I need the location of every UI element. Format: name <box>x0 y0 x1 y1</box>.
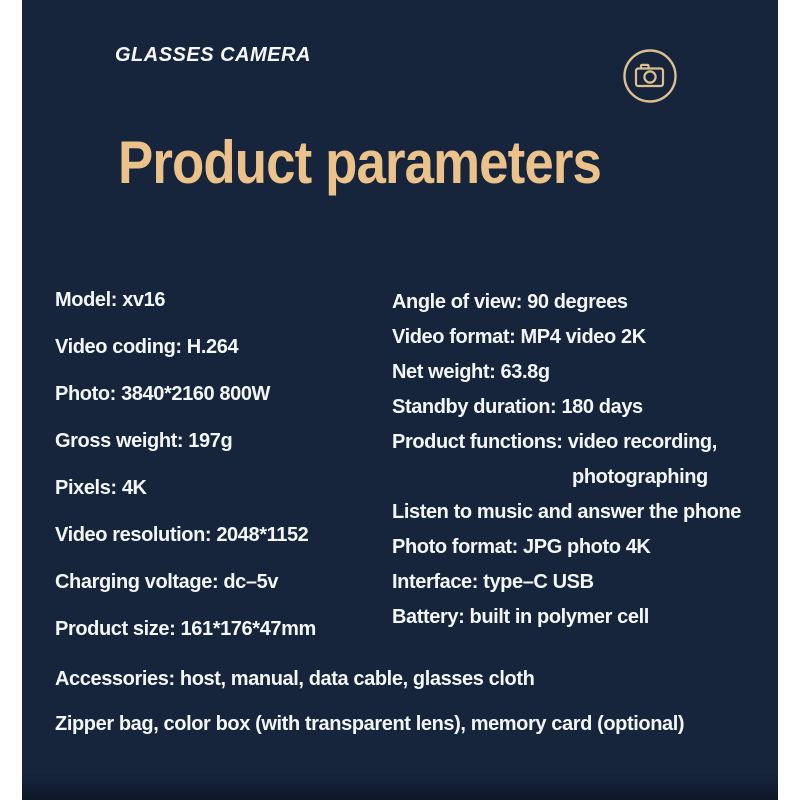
spec-line: Interface: type–C USB <box>392 571 594 593</box>
spec-column-left <box>55 277 316 653</box>
spec-line: Model: xv16 <box>55 289 166 311</box>
spec-line: Photo: 3840*2160 800W <box>55 383 271 405</box>
spec-line: Video format: MP4 video 2K <box>392 326 646 348</box>
spec-line: Angle of view: 90 degrees <box>392 291 628 313</box>
spec-line: Net weight: 63.8g <box>392 361 550 383</box>
spec-line: Accessories: host, manual, data cable, glasses cloth <box>55 668 535 690</box>
spec-line: Product size: 161*176*47mm <box>55 618 316 640</box>
spec-line: photographing <box>572 466 708 488</box>
spec-line: Charging voltage: dc–5v <box>55 571 279 593</box>
spec-line: Zipper bag, color box (with transparent lens), memory card (optional) <box>55 713 685 735</box>
spec-line: Standby duration: 180 days <box>392 396 643 418</box>
camera-icon <box>622 48 678 104</box>
spec-line: Battery: built in polymer cell <box>392 606 649 628</box>
page-title: Product parameters <box>118 129 602 196</box>
spec-column-right <box>392 285 741 635</box>
spec-card <box>22 0 778 800</box>
spec-footer-rows <box>55 657 684 747</box>
spec-line: Video resolution: 2048*1152 <box>55 524 309 546</box>
brand-label: GLASSES CAMERA <box>115 44 311 66</box>
spec-line: Video coding: H.264 <box>55 336 239 358</box>
spec-line: Product functions: video recording, <box>392 431 717 453</box>
spec-line: Photo format: JPG photo 4K <box>392 536 651 558</box>
spec-line: Gross weight: 197g <box>55 430 233 452</box>
spec-line: Listen to music and answer the phone <box>392 501 741 523</box>
spec-line: Pixels: 4K <box>55 477 147 499</box>
